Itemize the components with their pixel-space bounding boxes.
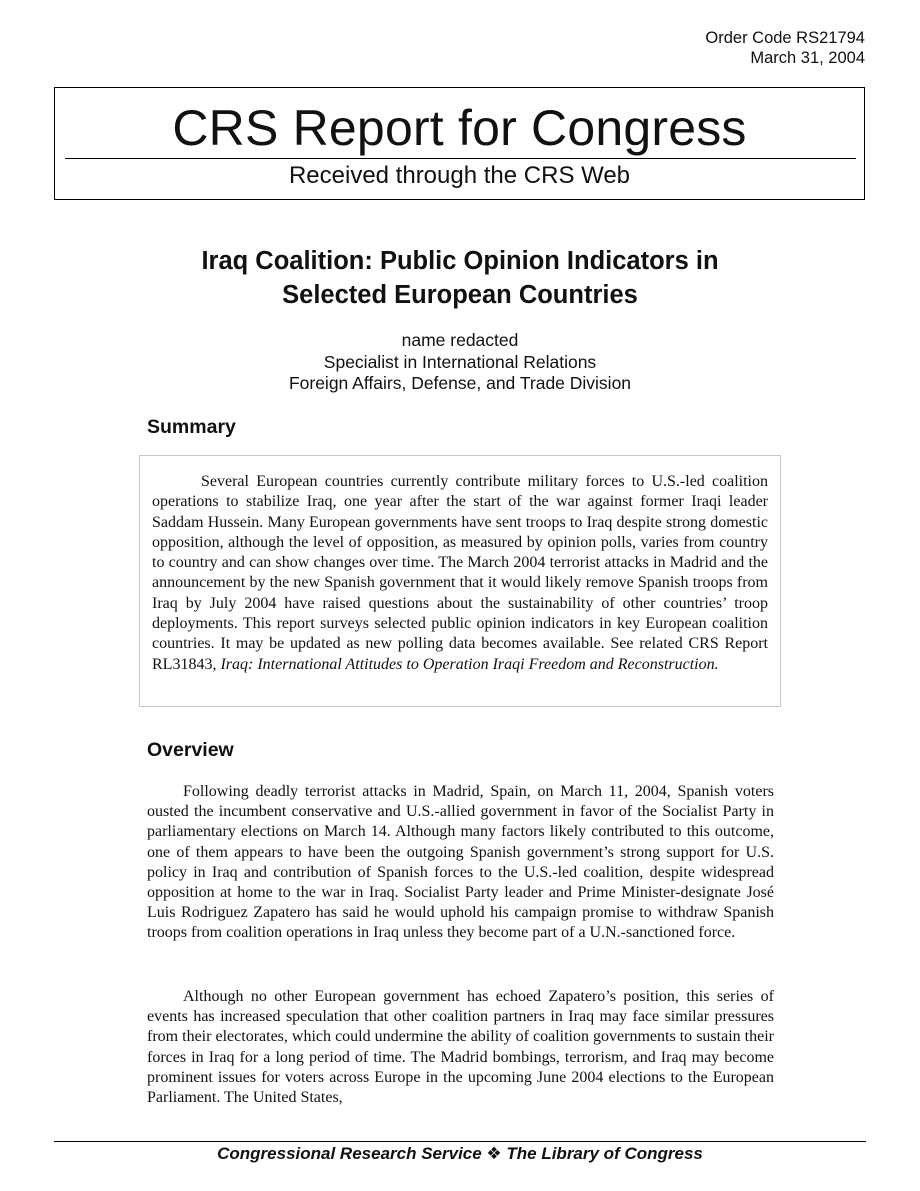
author-division: Foreign Affairs, Defense, and Trade Division	[288, 373, 632, 393]
summary-body: Several European countries currently contribute military forces to U.S.-led coalition operations to stabilize Iraq, one year after the start of the war against former Iraqi leader Saddam Hussein. Many European governments have sent troops to Iraq despite strong domestic opposition, although the level of opposition, as measured by opinion polls, varies from country to country and can show changes over time. The March 2004 terrorist attacks in Madrid and the announcement by the new Spanish government that it would likely remove Spanish troops from Iraq by July 2004 have raised questions about the sustainability of other countries’ troop deployments. This report surveys selected public opinion indicators in key European coalition countries. It may be updated as new polling data becomes available. See related CRS Report RL31843,	[152, 473, 768, 673]
order-info	[705, 28, 865, 68]
document-title	[0, 244, 920, 312]
overview-paragraph-1	[147, 782, 774, 944]
overview-paragraph-2	[147, 987, 774, 1108]
paragraph-text: Although no other European government has echoed Zapatero’s position, this series of events has increased speculation that other coalition partners in Iraq may face similar pressures from their electorates, which could undermine the ability of coalition governments to sustain their forces in Iraq for a long period of time. The Madrid bombings, terrorism, and Iraq may become prominent issues for voters across Europe in the upcoming June 2004 elections to the European Parliament. The United States,	[147, 988, 774, 1107]
related-report-title: Iraq: International Attitudes to Operation Iraqi Freedom and Reconstruction.	[220, 655, 719, 673]
report-banner	[54, 87, 865, 200]
overview-heading: Overview	[147, 739, 234, 761]
paragraph-text: Following deadly terrorist attacks in Madrid, Spain, on March 11, 2004, Spanish voters ousted the incumbent conservative and U.S.-allied government in favor of the Socialist Party in parliamentary elections on March 14. Although many factors likely contributed to this outcome, one of them appears to have been the outgoing Spanish government’s strong support for U.S. policy in Iraq and contribution of Spanish forces to the U.S.-led coalition, despite widespread opposition at home to the war in Iraq. Socialist Party leader and Prime Minister-designate José Luis Rodriguez Zapatero has said he would uphold his campaign promise to withdraw Spanish troops from coalition operations in Iraq unless they become part of a U.N.-sanctioned force.	[147, 783, 774, 942]
summary-box	[139, 455, 781, 707]
banner-divider	[65, 158, 856, 159]
author-name: name redacted	[401, 330, 519, 350]
banner-title: CRS Report for Congress	[172, 100, 747, 156]
author-position: Specialist in International Relations	[323, 351, 597, 372]
author-block	[0, 330, 920, 395]
banner-subtitle: Received through the CRS Web	[288, 162, 631, 189]
summary-text	[152, 472, 768, 675]
summary-heading: Summary	[147, 416, 236, 438]
footer-divider	[54, 1141, 866, 1142]
footer-text: Congressional Research Service ❖ The Library of Congress	[217, 1144, 703, 1163]
document-title-line-2: Selected European Countries	[282, 281, 638, 309]
document-title-line-1: Iraq Coalition: Public Opinion Indicators in	[201, 247, 719, 275]
report-date: March 31, 2004	[750, 49, 865, 67]
order-code: Order Code RS21794	[705, 29, 865, 47]
